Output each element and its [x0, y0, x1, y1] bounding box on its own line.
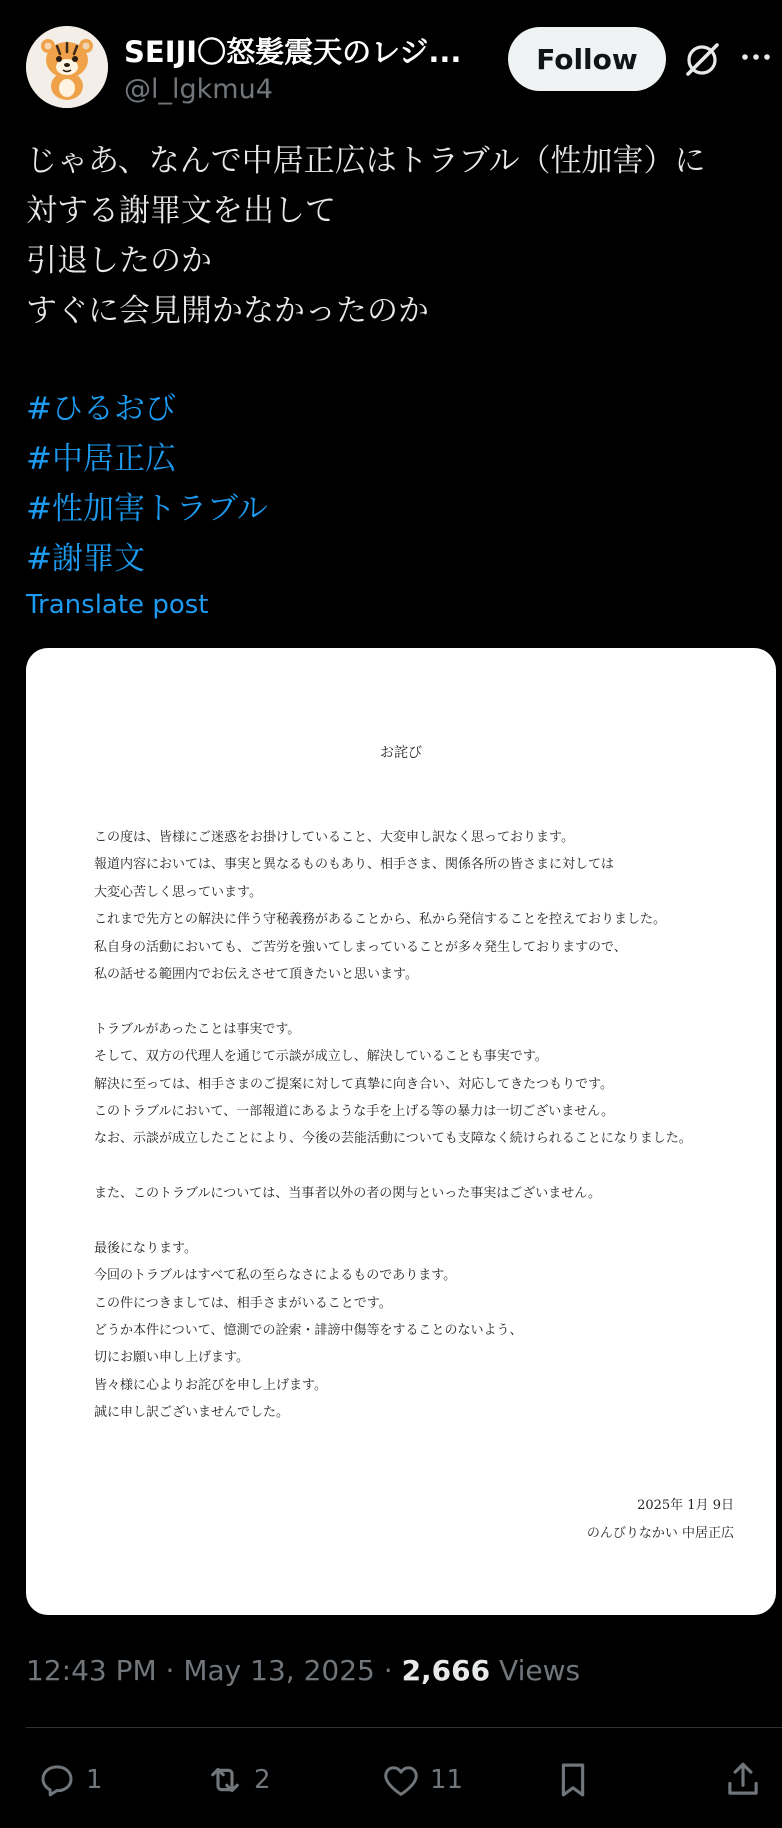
hashtag-link[interactable]: #中居正広 — [26, 441, 176, 477]
document-line: 今回のトラブルはすべて私の至らなさによるものであります。 — [94, 1268, 457, 1284]
document-line: 私自身の活動においても、ご苦労を強いてしまっていることが多々発生しておりますので、 — [94, 939, 627, 955]
document-line: 最後になります。 — [94, 1240, 197, 1256]
like-button[interactable] — [380, 1755, 463, 1805]
hashtag-link[interactable]: #ひるおび — [26, 391, 176, 427]
avatar[interactable] — [26, 26, 108, 108]
grok-icon[interactable] — [682, 40, 722, 80]
document-line: 大変心苦しく思っています。 — [94, 884, 262, 900]
document-line: このトラブルにおいて、一部報道にあるような手を上げる等の暴力は一切ございません。 — [94, 1103, 615, 1119]
document-line — [94, 1207, 692, 1234]
document-line — [94, 988, 692, 1015]
like-count: 11 — [430, 1765, 464, 1795]
document-date: 2025年 1月 9日 — [637, 1498, 734, 1513]
post-text-line: 引退したのか — [26, 243, 212, 279]
translate-post-link[interactable]: Translate post — [26, 590, 209, 620]
post-text-line: じゃあ、なんで中居正広はトラブル（性加害）に — [26, 143, 706, 179]
post-header — [26, 26, 782, 110]
document-line: この度は、皆様にご迷惑をお掛けしていること、大変申し訳なく思っております。 — [94, 830, 574, 845]
document-line: 切にお願い申し上げます。 — [94, 1350, 249, 1366]
document-signature: のんびりなかい 中居正広 — [586, 1526, 734, 1541]
author-display-name[interactable]: SEIJI〇怒髪震天のレジ... — [124, 35, 462, 69]
reply-button[interactable] — [36, 1755, 103, 1805]
reply-count: 1 — [86, 1765, 103, 1795]
hashtag-list — [26, 384, 268, 584]
post-text-line: 対する謝罪文を出して — [26, 193, 336, 229]
document-line: なお、示談が成立したことにより、今後の芸能活動についても支障なく続けられることになりました。 — [94, 1131, 692, 1147]
divider — [26, 1727, 782, 1728]
meta-separator: · — [165, 1654, 175, 1687]
hashtag-link[interactable]: #性加害トラブル — [26, 491, 268, 527]
views-label: Views — [499, 1654, 581, 1687]
document-title: お詫び — [380, 745, 422, 761]
repost-count: 2 — [254, 1765, 271, 1795]
attached-image[interactable] — [26, 648, 776, 1615]
hashtag-link[interactable]: #謝罪文 — [26, 541, 145, 577]
document-line: どうか本件について、憶測での詮索・誹謗中傷等をすることのないよう、 — [94, 1323, 523, 1339]
bookmark-icon — [552, 1759, 594, 1801]
author-handle[interactable]: @l_lgkmu4 — [124, 74, 273, 105]
document-line: そして、双方の代理人を通じて示談が成立し、解決していることも事実です。 — [94, 1049, 548, 1065]
post-text — [26, 136, 776, 336]
document-line: これまで先方との解決に伴う守秘義務があることから、私から発信することを控えておりました。 — [94, 912, 667, 928]
document-line: 誠に申し訳ございませんでした。 — [94, 1405, 290, 1421]
document-line: この件につきましては、相手さまがいることです。 — [94, 1295, 392, 1311]
document-line: 皆々様に心よりお詫びを申し上げます。 — [94, 1377, 327, 1393]
document-body — [94, 824, 692, 1427]
meta-separator: · — [383, 1654, 393, 1687]
repost-button[interactable] — [204, 1755, 271, 1805]
document-line — [94, 1153, 692, 1180]
reply-icon — [36, 1759, 78, 1801]
repost-icon — [204, 1759, 246, 1801]
tiger-avatar-image — [26, 26, 108, 108]
action-bar — [0, 1755, 782, 1805]
post-time[interactable]: 12:43 PM — [26, 1654, 157, 1687]
follow-button[interactable]: Follow — [508, 27, 666, 91]
document-line: 解決に至っては、相手さまのご提案に対して真摯に向き合い、対応してきたつもりです。 — [94, 1076, 613, 1092]
heart-icon — [380, 1759, 422, 1801]
post-metadata — [26, 1654, 580, 1687]
views-count: 2,666 — [401, 1654, 491, 1687]
post-text-line: すぐに会見開かなかったのか — [26, 293, 429, 329]
document-line: 報道内容においては、事実と異なるものもあり、相手さま、関係各所の皆さまに対しては — [94, 857, 615, 873]
document-line: また、このトラブルについては、当事者以外の者の関与といった事実はございません。 — [94, 1186, 602, 1202]
post-date[interactable]: May 13, 2025 — [183, 1654, 375, 1687]
bookmark-button[interactable] — [552, 1755, 594, 1805]
more-options-icon[interactable] — [736, 42, 776, 72]
share-icon — [722, 1759, 764, 1801]
document-line: 私の話せる範囲内でお伝えさせて頂きたいと思います。 — [94, 966, 418, 982]
share-button[interactable] — [722, 1755, 764, 1805]
document-line: トラブルがあったことは事実です。 — [94, 1021, 301, 1037]
